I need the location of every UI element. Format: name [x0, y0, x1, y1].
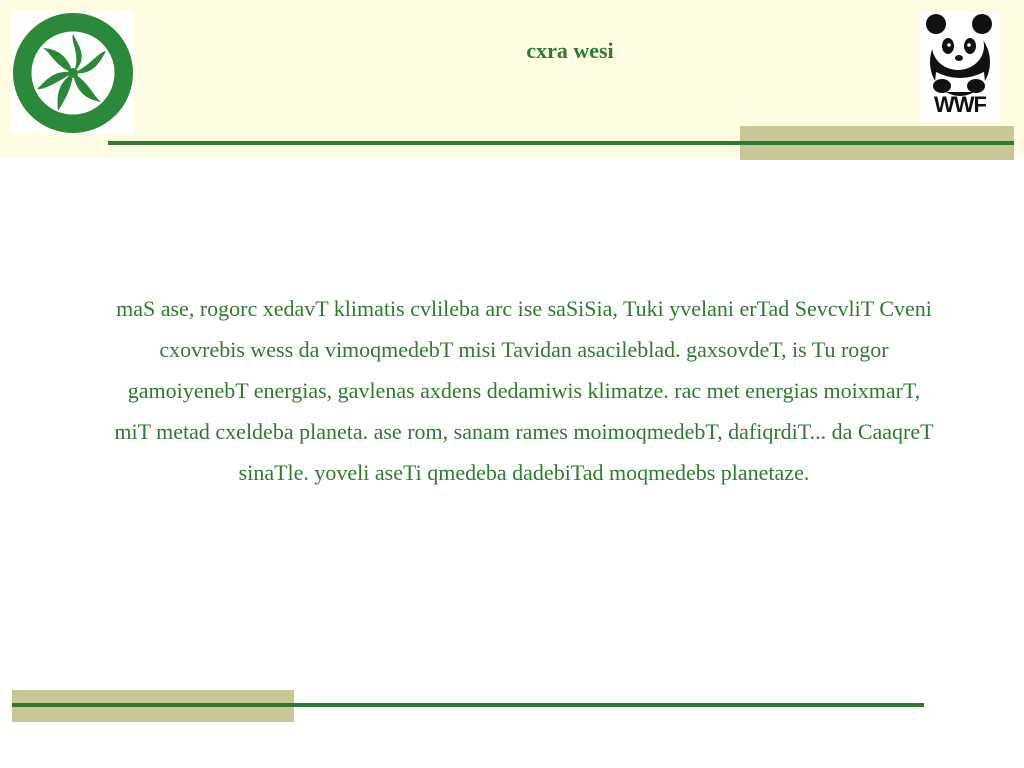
organization-logo [12, 12, 134, 134]
slide-body-text: maS ase, rogorc xedavT klimatis cvlileba arc ise saSiSia, Tuki yvelani erTad SevcvliT Cveni cxovrebis wess da vimoqmedebT misi Tavidan asacileblad. gaxsovdeT, is Tu rogor gamoiyenebT energias, gavlenas axdens dedamiwis klimatze. rac met energias moixmarT, miT metad cxeldeba planeta. ase rom, sanam rames moimoqmedebT, dafiqrdiT... da CaaqreT sinaTle. yoveli aseTi qmedeba dadebiTad moqmedebs planetaze. [114, 296, 934, 485]
wwf-wordmark: WWF [934, 92, 986, 117]
top-divider [108, 141, 1014, 145]
green-swirl-emblem-icon [12, 12, 134, 134]
wwf-logo [920, 12, 1000, 122]
slide-title: cxra wesi [526, 38, 614, 63]
bottom-divider [12, 703, 924, 707]
